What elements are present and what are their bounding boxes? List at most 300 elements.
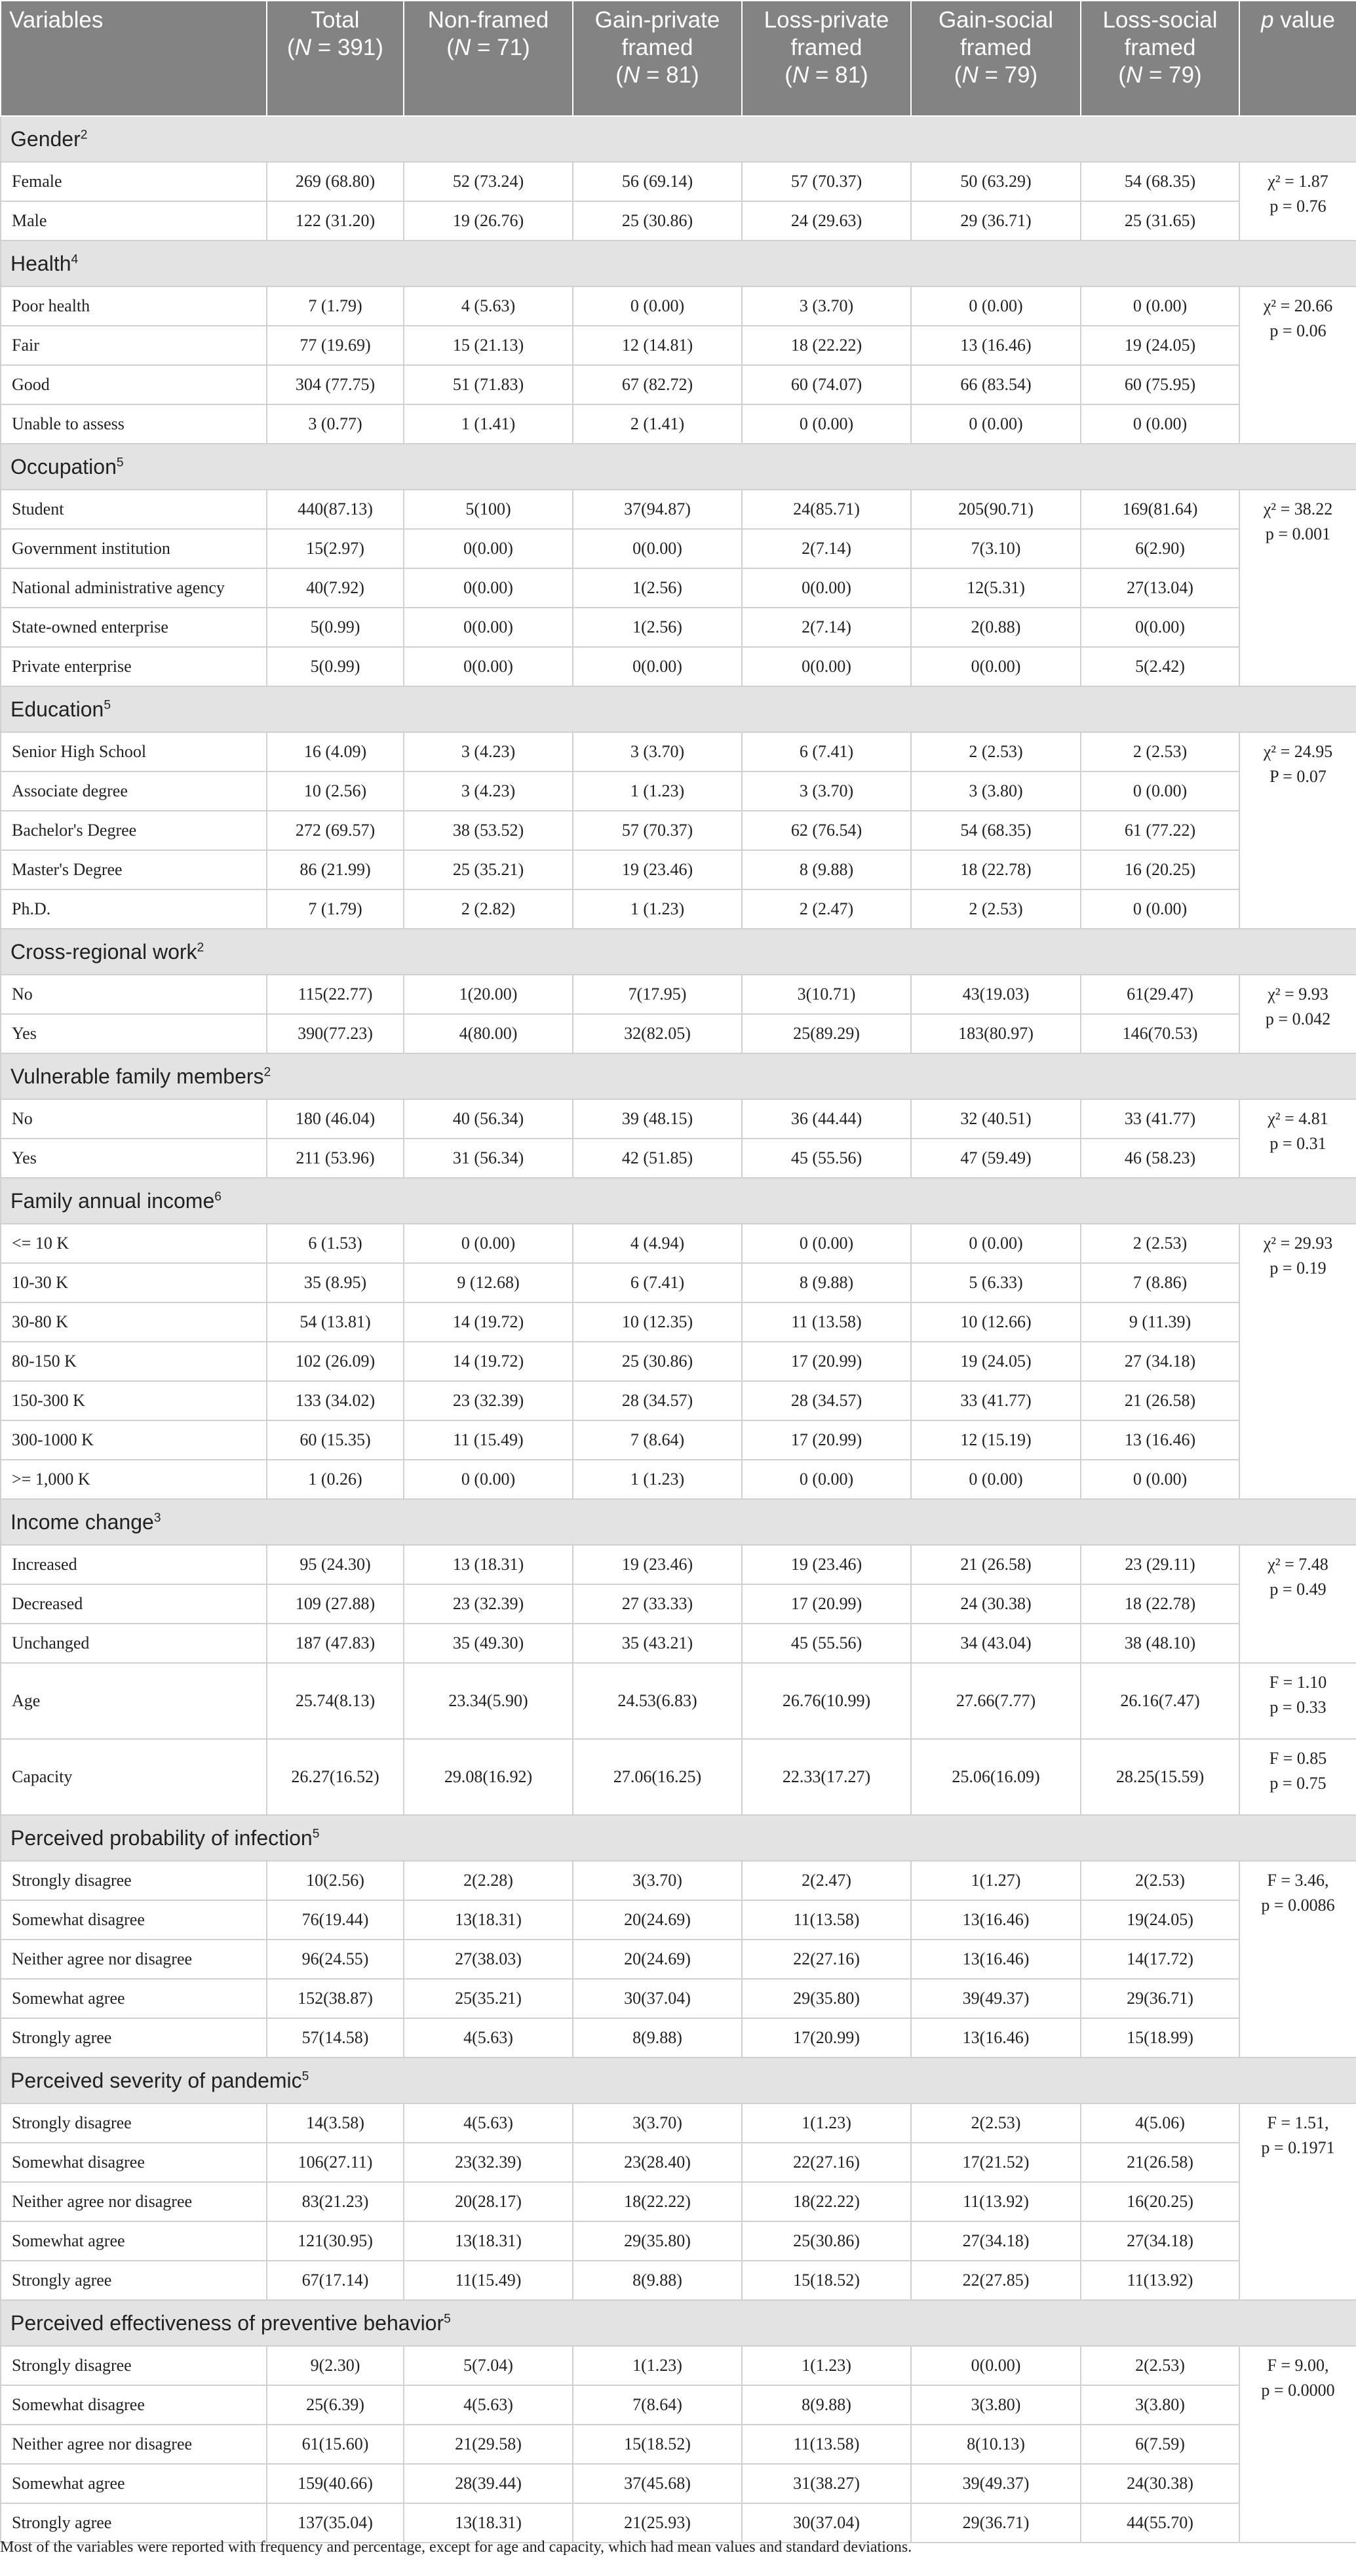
table-cell: 25 (35.21) [404,850,573,889]
table-cell: 1(2.56) [573,608,742,647]
table-cell: 205(90.71) [911,490,1081,529]
table-cell: 0 (0.00) [1081,889,1239,929]
table-cell: 19 (24.05) [1081,326,1239,365]
table-cell: 3 (3.80) [911,771,1081,811]
table-cell: 39(49.37) [911,1979,1081,2018]
table-cell: 3(10.71) [742,975,911,1014]
section-title [1,1178,1356,1224]
row-label: No [1,975,267,1014]
table-cell: 5(0.99) [267,647,404,686]
table-cell: 29 (36.71) [911,201,1081,241]
table-cell: 77 (19.69) [267,326,404,365]
table-cell: 0(0.00) [404,647,573,686]
table-cell: 3(3.70) [573,1861,742,1900]
table-row [1,404,1356,444]
row-label: Associate degree [1,771,267,811]
section-title [1,1053,1356,1099]
footnote-marker: 2 [263,1064,271,1079]
row-label: Strongly agree [1,2503,267,2543]
table-cell: 7 (8.86) [1081,1263,1239,1302]
column-header [911,1,1081,116]
table-row [1,2425,1356,2464]
table-cell: 18(22.22) [573,2182,742,2221]
table-cell: 4(5.63) [404,2018,573,2058]
table-cell: 33 (41.77) [911,1381,1081,1420]
table-cell: 54 (13.81) [267,1302,404,1342]
table-cell: 15(2.97) [267,529,404,568]
table-cell: 38 (48.10) [1081,1624,1239,1663]
row-label: >= 1,000 K [1,1460,267,1499]
row-label: 300-1000 K [1,1420,267,1460]
table-cell: 0 (0.00) [742,404,911,444]
table-cell: 62 (76.54) [742,811,911,850]
table-row [1,286,1356,326]
table-cell: 25(89.29) [742,1014,911,1053]
table-cell: 13(16.46) [911,1940,1081,1979]
row-label: Somewhat agree [1,2464,267,2503]
table-cell: 27.66(7.77) [911,1663,1081,1739]
table-cell: 57 (70.37) [573,811,742,850]
row-label: Senior High School [1,732,267,771]
column-header-line: Total [311,7,360,33]
table-cell: 95 (24.30) [267,1545,404,1584]
table-cell: 42 (51.85) [573,1139,742,1178]
table-row [1,1099,1356,1139]
table-cell: 39(49.37) [911,2464,1081,2503]
table-cell: 0(0.00) [404,608,573,647]
table-cell: 0 (0.00) [911,1460,1081,1499]
table-cell: 1 (1.23) [573,771,742,811]
table-cell: 115(22.77) [267,975,404,1014]
table-cell: 13 (18.31) [404,1545,573,1584]
section-header-row [1,1178,1356,1224]
table-cell: 22(27.85) [911,2261,1081,2300]
column-header-line: Gain-private [594,7,720,33]
table-cell: 27(34.18) [911,2221,1081,2261]
table-cell: 13(18.31) [404,2221,573,2261]
table-cell: 2(2.53) [1081,2346,1239,2385]
p-value-line: χ² = 29.93 [1263,1234,1333,1253]
table-cell: 25.74(8.13) [267,1663,404,1739]
table-cell: 22(27.16) [742,1940,911,1979]
table-cell: 8 (9.88) [742,1263,911,1302]
table-cell: 35 (49.30) [404,1624,573,1663]
column-header-line: (N = 81) [785,62,868,88]
row-label: Private enterprise [1,647,267,686]
table-cell: 0(0.00) [404,529,573,568]
table-cell: 19(24.05) [1081,1900,1239,1940]
table-row [1,568,1356,608]
section-header-row [1,929,1356,975]
p-value-line: p = 0.75 [1269,1774,1327,1793]
column-header-line: Non-framed [427,7,549,33]
footnote-marker: 2 [197,940,204,954]
table-cell: 27(13.04) [1081,568,1239,608]
table-row [1,1624,1356,1663]
table-cell: 3 (0.77) [267,404,404,444]
section-title [1,2058,1356,2103]
table-row [1,1302,1356,1342]
section-title [1,929,1356,975]
table-cell: 3 (3.70) [573,732,742,771]
table-cell: 61 (77.22) [1081,811,1239,850]
table-cell: 11(13.92) [1081,2261,1239,2300]
table-cell: 10 (12.35) [573,1302,742,1342]
table-cell: 61(29.47) [1081,975,1239,1014]
table-cell: 27 (34.18) [1081,1342,1239,1381]
table-cell: 10 (2.56) [267,771,404,811]
table-cell: 272 (69.57) [267,811,404,850]
table-cell: 0 (0.00) [742,1460,911,1499]
column-header-line: (N = 79) [1118,62,1202,88]
column-header-line: (N = 81) [615,62,699,88]
table-cell: 25(6.39) [267,2385,404,2425]
table-cell: 29.08(16.92) [404,1739,573,1815]
row-label: Unable to assess [1,404,267,444]
column-header-line: Variables [9,7,104,33]
table-row [1,490,1356,529]
section-title-text: Family annual income [10,1188,215,1213]
table-cell: 0(0.00) [404,568,573,608]
table-cell: 137(35.04) [267,2503,404,2543]
p-value-line: p = 0.19 [1269,1259,1327,1278]
table-cell: 23 (32.39) [404,1381,573,1420]
section-header-row [1,444,1356,490]
table-cell: 29(36.71) [911,2503,1081,2543]
table-cell: 0(0.00) [573,529,742,568]
table-cell: 23 (32.39) [404,1584,573,1624]
table-cell: 146(70.53) [1081,1014,1239,1053]
table-row [1,608,1356,647]
table-cell: 24 (29.63) [742,201,911,241]
section-header-row [1,1815,1356,1861]
row-label: Yes [1,1139,267,1178]
table-cell: 1(1.23) [742,2346,911,2385]
table-cell: 54 (68.35) [911,811,1081,850]
table-cell: 11(13.58) [742,1900,911,1940]
table-cell: 9 (12.68) [404,1263,573,1302]
table-cell: 4(5.06) [1081,2103,1239,2143]
table-cell: 2(2.47) [742,1861,911,1900]
table-cell: 180 (46.04) [267,1099,404,1139]
table-cell: 0(0.00) [573,647,742,686]
table-cell: 2 (1.41) [573,404,742,444]
table-cell: 66 (83.54) [911,365,1081,404]
table-row [1,1545,1356,1584]
table-cell: 5 (6.33) [911,1263,1081,1302]
table-row [1,1381,1356,1420]
table-cell: 30(37.04) [742,2503,911,2543]
row-label: Fair [1,326,267,365]
table-row [1,811,1356,850]
table-cell: 23(32.39) [404,2143,573,2182]
table-cell: 4(80.00) [404,1014,573,1053]
table-row [1,2182,1356,2221]
table-cell: 17(21.52) [911,2143,1081,2182]
p-value-line: p = 0.001 [1265,524,1331,543]
table-row [1,1014,1356,1053]
table-footnote: Most of the variables were reported with frequency and percentage, except for age and capacity, which had mean values and standard deviations. [0,2539,912,2556]
row-label: Capacity [1,1739,267,1815]
table-cell: 20(24.69) [573,1900,742,1940]
row-label: Somewhat disagree [1,2143,267,2182]
row-label: Bachelor's Degree [1,811,267,850]
table-cell: 6 (7.41) [573,1263,742,1302]
section-title [1,1815,1356,1861]
table-cell: 19 (23.46) [573,850,742,889]
table-body [1,116,1356,2543]
section-title-text: Vulnerable family members [10,1064,264,1088]
p-value-line: χ² = 9.93 [1268,985,1328,1004]
table-cell: 8(9.88) [742,2385,911,2425]
table-row [1,2143,1356,2182]
table-cell: 0 (0.00) [404,1224,573,1263]
p-value-cell [1239,1663,1356,1739]
table-cell: 32(82.05) [573,1014,742,1053]
table-cell: 17 (20.99) [742,1584,911,1624]
section-header-row [1,2300,1356,2346]
table-row [1,1861,1356,1900]
table-cell: 32 (40.51) [911,1099,1081,1139]
table-cell: 47 (59.49) [911,1139,1081,1178]
table-cell: 24(30.38) [1081,2464,1239,2503]
section-title [1,444,1356,490]
table-cell: 7 (1.79) [267,286,404,326]
table-cell: 16 (20.25) [1081,850,1239,889]
table-cell: 3(3.70) [573,2103,742,2143]
row-label: Somewhat agree [1,2221,267,2261]
footnote-marker: 5 [104,697,111,712]
table-cell: 187 (47.83) [267,1624,404,1663]
column-header-line: (N = 79) [954,62,1038,88]
section-title [1,116,1356,162]
p-value-line: P = 0.07 [1269,767,1327,786]
p-value-line: χ² = 20.66 [1263,296,1333,315]
table-cell: 28(39.44) [404,2464,573,2503]
table-cell: 7(3.10) [911,529,1081,568]
table-header [1,1,1356,116]
table-cell: 22(27.16) [742,2143,911,2182]
p-value-cell [1239,2346,1356,2543]
footnote-marker: 5 [301,2069,309,2083]
section-title [1,2300,1356,2346]
column-header [1,1,267,116]
p-value-line: χ² = 7.48 [1268,1555,1328,1574]
table-cell: 121(30.95) [267,2221,404,2261]
table-cell: 26.16(7.47) [1081,1663,1239,1739]
table-cell: 7(17.95) [573,975,742,1014]
section-header-row [1,116,1356,162]
table-cell: 11(13.58) [742,2425,911,2464]
table-cell: 14 (19.72) [404,1342,573,1381]
table-cell: 24 (30.38) [911,1584,1081,1624]
table-cell: 15(18.52) [742,2261,911,2300]
table-row [1,975,1356,1014]
row-label: 80-150 K [1,1342,267,1381]
p-value-cell [1239,490,1356,686]
table-row [1,1663,1356,1739]
table-cell: 14 (19.72) [404,1302,573,1342]
section-title-text: Health [10,251,71,275]
table-row [1,1900,1356,1940]
column-header-line: (N = 71) [446,35,530,60]
section-title [1,1499,1356,1545]
table-cell: 159(40.66) [267,2464,404,2503]
table-row [1,1940,1356,1979]
table-cell: 11 (15.49) [404,1420,573,1460]
table-cell: 86 (21.99) [267,850,404,889]
table-cell: 8 (9.88) [742,850,911,889]
table-cell: 17 (20.99) [742,1342,911,1381]
table-cell: 22.33(17.27) [742,1739,911,1815]
p-value-cell [1239,1224,1356,1499]
table-cell: 67(17.14) [267,2261,404,2300]
section-header-row [1,241,1356,286]
table-cell: 4(5.63) [404,2385,573,2425]
table-row [1,1460,1356,1499]
row-label: Student [1,490,267,529]
footnote-marker: 5 [312,1826,320,1841]
table-cell: 15(18.52) [573,2425,742,2464]
footnote-marker: 5 [444,2311,451,2326]
table-cell: 2(2.53) [1081,1861,1239,1900]
row-label: Age [1,1663,267,1739]
column-header-line: p value [1261,7,1335,33]
table-cell: 83(21.23) [267,2182,404,2221]
table-cell: 6 (1.53) [267,1224,404,1263]
table-row [1,850,1356,889]
table-cell: 29(36.71) [1081,1979,1239,2018]
p-value-line: p = 0.1971 [1261,2138,1335,2157]
table-row [1,1224,1356,1263]
table-row [1,2503,1356,2543]
column-header-line: Loss-social [1102,7,1218,33]
row-label: Decreased [1,1584,267,1624]
table-row [1,2464,1356,2503]
section-header-row [1,686,1356,732]
table-cell: 15 (21.13) [404,326,573,365]
row-label: Strongly disagree [1,1861,267,1900]
table-cell: 2(2.28) [404,1861,573,1900]
table-cell: 14(17.72) [1081,1940,1239,1979]
table-cell: 17(20.99) [742,2018,911,2058]
p-value-line: F = 9.00, [1267,2356,1329,2375]
table-cell: 23(28.40) [573,2143,742,2182]
table-cell: 5(7.04) [404,2346,573,2385]
table-cell: 50 (63.29) [911,162,1081,201]
table-cell: 11(15.49) [404,2261,573,2300]
p-value-line: p = 0.49 [1269,1580,1327,1599]
table-cell: 390(77.23) [267,1014,404,1053]
table-cell: 3(3.80) [911,2385,1081,2425]
table-cell: 0(0.00) [742,647,911,686]
table-cell: 23.34(5.90) [404,1663,573,1739]
table-cell: 38 (53.52) [404,811,573,850]
row-label: Neither agree nor disagree [1,2425,267,2464]
table-cell: 27(38.03) [404,1940,573,1979]
table-cell: 44(55.70) [1081,2503,1239,2543]
table-cell: 0 (0.00) [1081,286,1239,326]
table-cell: 440(87.13) [267,490,404,529]
row-label: State-owned enterprise [1,608,267,647]
table-cell: 1 (0.26) [267,1460,404,1499]
table-row [1,2346,1356,2385]
table-cell: 2 (2.53) [911,732,1081,771]
table-row [1,1739,1356,1815]
p-value-cell [1239,2103,1356,2300]
p-value-cell [1239,975,1356,1053]
table-cell: 102 (26.09) [267,1342,404,1381]
table-cell: 96(24.55) [267,1940,404,1979]
table-cell: 2 (2.53) [1081,732,1239,771]
table-cell: 25 (31.65) [1081,201,1239,241]
table-cell: 15(18.99) [1081,2018,1239,2058]
table-cell: 304 (77.75) [267,365,404,404]
table-cell: 2 (2.53) [911,889,1081,929]
table-row [1,771,1356,811]
p-value-line: p = 0.31 [1269,1134,1327,1153]
table-cell: 21(26.58) [1081,2143,1239,2182]
p-value-line: p = 0.042 [1265,1009,1331,1028]
section-title-text: Perceived severity of pandemic [10,2068,302,2092]
table-cell: 40 (56.34) [404,1099,573,1139]
row-label: <= 10 K [1,1224,267,1263]
table-cell: 269 (68.80) [267,162,404,201]
table-cell: 30(37.04) [573,1979,742,2018]
table-cell: 51 (71.83) [404,365,573,404]
table-row [1,2385,1356,2425]
section-title-text: Education [10,697,104,721]
table-cell: 34 (43.04) [911,1624,1081,1663]
row-label: Neither agree nor disagree [1,1940,267,1979]
column-header [404,1,573,116]
footnote-marker: 3 [153,1510,161,1525]
table-cell: 16 (4.09) [267,732,404,771]
table-cell: 0 (0.00) [1081,1460,1239,1499]
table-cell: 0(0.00) [1081,608,1239,647]
section-header-row [1,2058,1356,2103]
table-cell: 1(1.23) [573,2346,742,2385]
row-label: Somewhat disagree [1,2385,267,2425]
table-cell: 45 (55.56) [742,1624,911,1663]
table-cell: 45 (55.56) [742,1139,911,1178]
table-cell: 0(0.00) [911,647,1081,686]
table-cell: 4 (4.94) [573,1224,742,1263]
table-cell: 0 (0.00) [404,1460,573,1499]
table-cell: 8(9.88) [573,2018,742,2058]
table-cell: 23 (29.11) [1081,1545,1239,1584]
table-cell: 26.76(10.99) [742,1663,911,1739]
row-label: 150-300 K [1,1381,267,1420]
table-cell: 18(22.22) [742,2182,911,2221]
p-value-line: F = 1.10 [1269,1673,1327,1692]
table-cell: 5(2.42) [1081,647,1239,686]
table-cell: 27(34.18) [1081,2221,1239,2261]
column-header [1239,1,1356,116]
table-cell: 1 (1.23) [573,889,742,929]
p-value-line: χ² = 38.22 [1263,499,1333,518]
footnote-marker: 4 [71,252,79,266]
p-value-cell [1239,1861,1356,2058]
table-cell: 21(29.58) [404,2425,573,2464]
table-cell: 1 (1.23) [573,1460,742,1499]
table-cell: 60 (15.35) [267,1420,404,1460]
table-row [1,2221,1356,2261]
p-value-line: p = 0.33 [1269,1698,1327,1717]
column-header-line: framed [621,35,693,60]
table-cell: 2 (2.82) [404,889,573,929]
table-row [1,2018,1356,2058]
